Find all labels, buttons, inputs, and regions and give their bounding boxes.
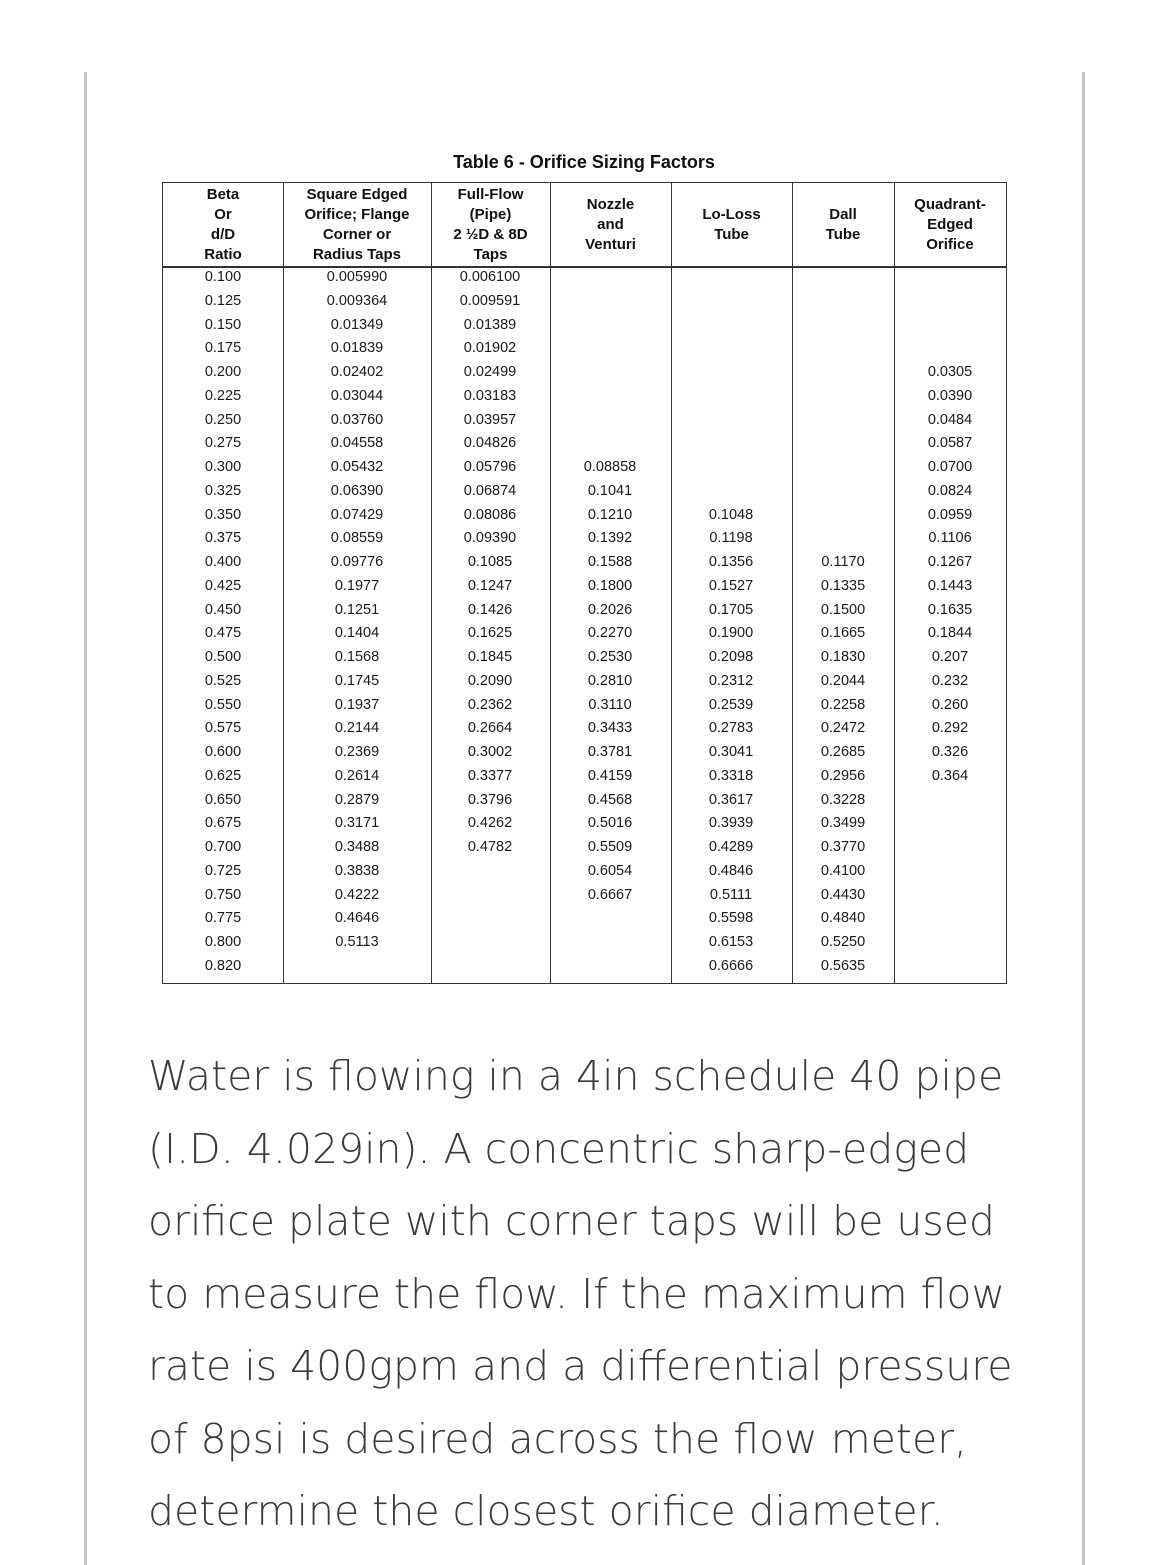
table-cell: 0.1426 <box>467 601 513 618</box>
table-cell: 0.4222 <box>334 886 380 903</box>
table-cell: 0.08086 <box>463 506 517 523</box>
table-cell: 0.09390 <box>463 530 517 547</box>
table-cell: 0.02499 <box>463 364 517 380</box>
table-cell: 0.1745 <box>334 672 380 689</box>
table-cell: 0.1210 <box>587 506 633 523</box>
table-cell: 0.4646 <box>334 910 380 927</box>
table-cell: 0.2614 <box>334 767 380 784</box>
column-divider <box>431 183 432 983</box>
table-cell: 0.725 <box>204 862 242 879</box>
column-header: Beta Or d/D Ratio <box>204 185 242 263</box>
table-cell: 0.4100 <box>820 862 866 879</box>
table-cell: 0.6054 <box>587 862 633 879</box>
column-divider <box>550 183 551 983</box>
table-cell: 0.009364 <box>326 292 388 309</box>
table-cell: 0.2783 <box>708 720 754 737</box>
table-cell: 0.3838 <box>334 862 380 879</box>
table-cell: 0.0305 <box>927 364 973 380</box>
table-cell: 0.1251 <box>334 601 380 618</box>
table-cell: 0.800 <box>204 934 242 950</box>
table-cell: 0.292 <box>931 720 969 737</box>
table-cell: 0.1085 <box>467 554 513 570</box>
table-cell: 0.207 <box>931 649 969 665</box>
table-cell: 0.1335 <box>820 577 866 594</box>
table-cell: 0.2685 <box>820 744 866 760</box>
table-cell: 0.5113 <box>335 934 379 950</box>
table-cell: 0.5509 <box>587 839 633 855</box>
table-cell: 0.01349 <box>330 316 384 333</box>
table-cell: 0.2270 <box>587 625 633 642</box>
table-cell: 0.0587 <box>927 435 973 452</box>
table-cell: 0.3171 <box>334 815 380 832</box>
table-cell: 0.260 <box>931 696 969 713</box>
column-divider <box>671 183 672 983</box>
table-cell: 0.3488 <box>334 839 380 855</box>
table-cell: 0.1267 <box>927 554 973 570</box>
table-cell: 0.006100 <box>459 269 521 285</box>
table-cell: 0.775 <box>204 910 242 927</box>
table-cell: 0.2956 <box>820 767 866 784</box>
table-cell: 0.100 <box>204 269 242 285</box>
table-cell: 0.2369 <box>334 744 380 760</box>
table-cell: 0.6153 <box>708 934 754 950</box>
table-cell: 0.175 <box>204 340 242 357</box>
table-cell: 0.3796 <box>467 791 513 808</box>
table-cell: 0.6667 <box>587 886 633 903</box>
table-cell: 0.4430 <box>820 886 866 903</box>
table-cell: 0.06390 <box>330 482 384 499</box>
table-cell: 0.03760 <box>330 411 384 428</box>
table-cell: 0.1625 <box>467 625 513 642</box>
header-divider <box>163 266 1006 268</box>
table-cell: 0.2362 <box>467 696 513 713</box>
table-cell: 0.1800 <box>587 577 633 594</box>
table-cell: 0.1106 <box>928 530 972 547</box>
table-cell: 0.04826 <box>463 435 517 452</box>
table-cell: 0.225 <box>204 387 242 404</box>
table-cell: 0.1588 <box>587 554 633 570</box>
table-cell: 0.450 <box>204 601 242 618</box>
table-cell: 0.009591 <box>459 292 521 309</box>
table-cell: 0.3433 <box>587 720 633 737</box>
table-cell: 0.01389 <box>463 316 517 333</box>
table-cell: 0.1500 <box>820 601 866 618</box>
table-cell: 0.01839 <box>330 340 384 357</box>
table-cell: 0.4846 <box>708 862 754 879</box>
table-cell: 0.3228 <box>820 791 866 808</box>
table-cell: 0.575 <box>204 720 242 737</box>
table-cell: 0.2539 <box>708 696 754 713</box>
table-cell: 0.3110 <box>588 696 632 713</box>
table-cell: 0.475 <box>204 625 242 642</box>
table-cell: 0.3781 <box>587 744 633 760</box>
table-cell: 0.3002 <box>467 744 513 760</box>
table-cell: 0.2098 <box>708 649 754 665</box>
table-cell: 0.650 <box>204 791 242 808</box>
table-cell: 0.1705 <box>708 601 754 618</box>
table-cell: 0.1845 <box>467 649 513 665</box>
table-cell: 0.03183 <box>463 387 517 404</box>
column-header: Nozzle and Venturi <box>585 195 636 253</box>
table-cell: 0.700 <box>204 839 242 855</box>
column-header: Lo-Loss Tube <box>702 205 761 243</box>
table-cell: 0.4568 <box>587 791 633 808</box>
table-cell: 0.3939 <box>708 815 754 832</box>
table-cell: 0.625 <box>204 767 242 784</box>
table-cell: 0.0959 <box>927 506 973 523</box>
table-cell: 0.3770 <box>820 839 866 855</box>
column-header: Square Edged Orifice; Flange Corner or Radius Taps <box>304 185 410 263</box>
table-cell: 0.2258 <box>820 696 866 713</box>
table-cell: 0.1568 <box>334 649 380 665</box>
table-cell: 0.4782 <box>467 839 513 855</box>
table-cell: 0.1830 <box>820 649 866 665</box>
table-cell: 0.364 <box>931 767 969 784</box>
orifice-sizing-table <box>162 182 1007 984</box>
table-cell: 0.0390 <box>927 387 973 404</box>
column-header: Dall Tube <box>825 205 861 243</box>
table-cell: 0.2664 <box>467 720 513 737</box>
right-border <box>1082 72 1085 1565</box>
table-cell: 0.2090 <box>467 672 513 689</box>
table-cell: 0.275 <box>204 435 242 452</box>
table-cell: 0.2144 <box>334 720 380 737</box>
table-cell: 0.1665 <box>820 625 866 642</box>
column-divider <box>283 183 284 983</box>
table-cell: 0.3617 <box>708 791 754 808</box>
table-cell: 0.6666 <box>708 957 754 974</box>
table-cell: 0.820 <box>204 957 242 974</box>
table-cell: 0.05796 <box>463 459 517 475</box>
table-cell: 0.4159 <box>587 767 633 784</box>
table-cell: 0.2879 <box>334 791 380 808</box>
table-cell: 0.375 <box>204 530 242 547</box>
table-cell: 0.1048 <box>708 506 754 523</box>
table-cell: 0.3377 <box>467 767 513 784</box>
table-cell: 0.1356 <box>708 554 754 570</box>
table-cell: 0.1900 <box>708 625 754 642</box>
table-cell: 0.4262 <box>467 815 513 832</box>
table-cell: 0.5598 <box>708 910 754 927</box>
table-cell: 0.550 <box>204 696 242 713</box>
table-cell: 0.200 <box>204 364 242 380</box>
column-header: Quadrant- Edged Orifice <box>914 195 986 253</box>
column-header: Full-Flow (Pipe) 2 ½D & 8D Taps <box>453 185 528 263</box>
table-cell: 0.5250 <box>820 934 866 950</box>
table-cell: 0.1937 <box>334 696 380 713</box>
table-cell: 0.3041 <box>708 744 754 760</box>
table-cell: 0.06874 <box>463 482 517 499</box>
table-cell: 0.350 <box>204 506 242 523</box>
table-cell: 0.300 <box>204 459 242 475</box>
table-cell: 0.0484 <box>927 411 973 428</box>
table-cell: 0.05432 <box>330 459 384 475</box>
table-cell: 0.09776 <box>330 554 384 570</box>
table-cell: 0.5635 <box>820 957 866 974</box>
table-cell: 0.675 <box>204 815 242 832</box>
table-cell: 0.600 <box>204 744 242 760</box>
table-cell: 0.2472 <box>820 720 866 737</box>
table-cell: 0.07429 <box>330 506 384 523</box>
table-cell: 0.1198 <box>709 530 753 547</box>
table-cell: 0.2530 <box>587 649 633 665</box>
table-cell: 0.250 <box>204 411 242 428</box>
table-cell: 0.02402 <box>330 364 384 380</box>
problem-statement: Water is flowing in a 4in schedule 40 pipe (I.D. 4.029in). A concentric sharp-edged orifice plate with corner taps will be used to measure the flow. If the maximum flow rate is 400gpm and a differential pressure of 8psi is desired across the flow meter, determine the closest orifice diameter. <box>148 1052 1013 1535</box>
table-cell: 0.5016 <box>587 815 633 832</box>
table-cell: 0.150 <box>204 316 242 333</box>
table-cell: 0.1527 <box>708 577 754 594</box>
table-cell: 0.1844 <box>927 625 973 642</box>
table-cell: 0.1404 <box>334 625 380 642</box>
table-cell: 0.01902 <box>463 340 517 357</box>
table-cell: 0.425 <box>204 577 242 594</box>
table-cell: 0.1443 <box>927 577 973 594</box>
table-cell: 0.0824 <box>927 482 973 499</box>
table-cell: 0.232 <box>931 672 969 689</box>
table-cell: 0.005990 <box>326 269 388 285</box>
table-cell: 0.03957 <box>463 411 517 428</box>
table-cell: 0.3318 <box>708 767 754 784</box>
table-cell: 0.325 <box>204 482 242 499</box>
table-cell: 0.08559 <box>330 530 384 547</box>
table-cell: 0.1170 <box>821 554 865 570</box>
table-cell: 0.3499 <box>820 815 866 832</box>
table-cell: 0.4840 <box>820 910 866 927</box>
table-cell: 0.326 <box>931 744 969 760</box>
table-cell: 0.0700 <box>927 459 973 475</box>
table-cell: 0.2026 <box>587 601 633 618</box>
table-cell: 0.1635 <box>927 601 973 618</box>
table-cell: 0.2810 <box>587 672 633 689</box>
table-cell: 0.750 <box>204 886 242 903</box>
table-cell: 0.525 <box>204 672 242 689</box>
table-cell: 0.500 <box>204 649 242 665</box>
table-cell: 0.5111 <box>709 886 753 903</box>
table-cell: 0.08858 <box>583 459 637 475</box>
table-cell: 0.400 <box>204 554 242 570</box>
table-cell: 0.2312 <box>708 672 754 689</box>
table-title: Table 6 - Orifice Sizing Factors <box>453 152 715 172</box>
table-cell: 0.1392 <box>587 530 633 547</box>
table-cell: 0.1247 <box>467 577 513 594</box>
left-border <box>84 72 87 1565</box>
table-cell: 0.125 <box>204 292 242 309</box>
table-cell: 0.2044 <box>820 672 866 689</box>
table-cell: 0.04558 <box>330 435 384 452</box>
table-cell: 0.1041 <box>587 482 633 499</box>
table-cell: 0.1977 <box>334 577 380 594</box>
table-cell: 0.4289 <box>708 839 754 855</box>
table-cell: 0.03044 <box>330 387 384 404</box>
